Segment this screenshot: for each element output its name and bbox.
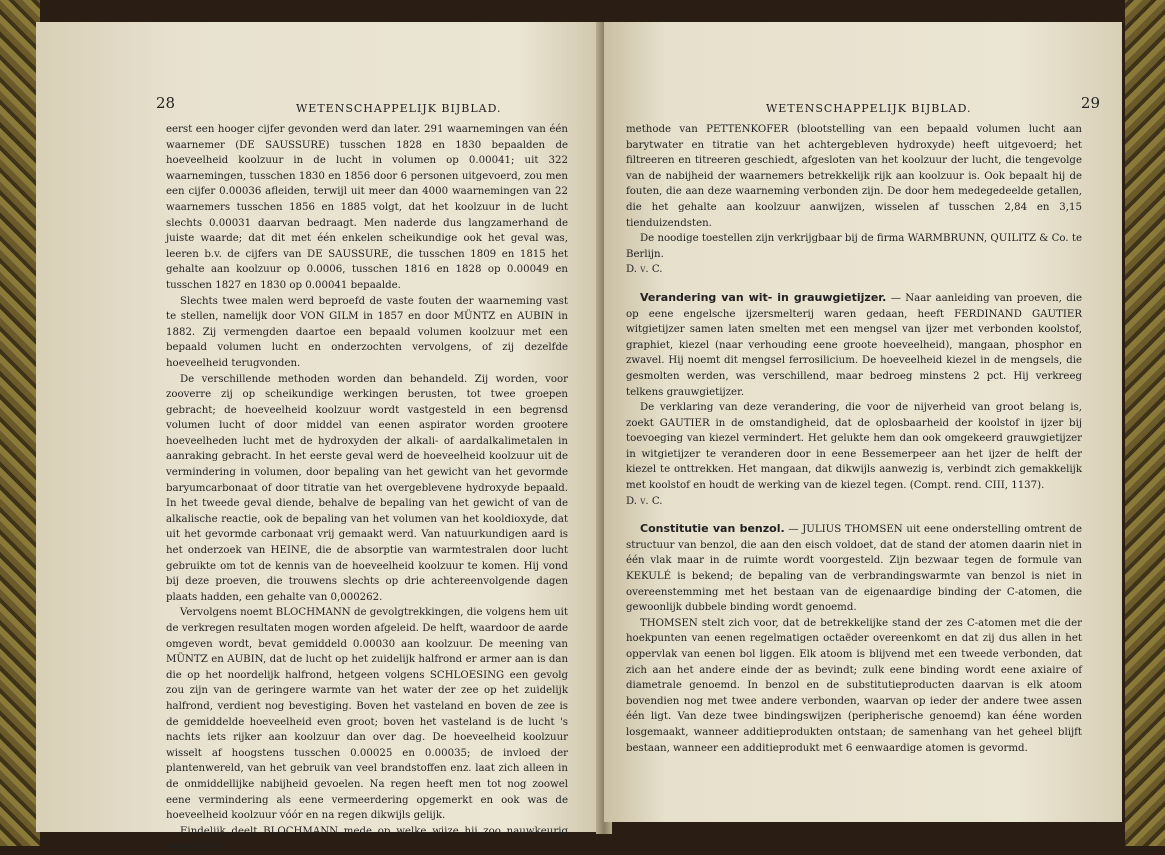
- paragraph: methode van PETTENKOFER (blootstelling van een bepaald volumen lucht aan barytwater en titratie van het achtergebleven hydroxyde) heeft uitgevoerd; het filtreeren en titreeren geschiedt, afgesloten van het koolzuur der lucht, die tengevolge van de nabijheid der waarnemers betrekkelijk rijk aan koolzuur is. Ook bepaalt hij de fouten, die aan deze waarneming verbonden zijn. De door hem medegedeelde getallen, die het gehalte aan koolzuur aanwijzen, wisselen af tusschen 2,84 en 3,15 tienduizendsten.: [626, 124, 1082, 229]
- paragraph: Slechts twee malen werd beproefd de vaste fouten der waarneming vast te stellen, namelijk door VON GILM in 1857 en door MÜNTZ en AUBIN in 1882. Zij vermengden daartoe een bepaald volumen koolzuur met een bepaald volumen lucht en onderzochten vervolgens, of zij dezelfde hoeveelheid terugvonden.: [166, 295, 568, 369]
- paragraph: De verschillende methoden worden dan behandeld. Zij worden, voor zooverre zij op scheikundige werkingen berusten, tot twee groepen gebracht; de hoeveelheid koolzuur wordt vastgesteld in een begrensd volumen lucht of door middel van eenen aspirator worden grootere hoeveelheden lucht met de hydroxyden der alkali- of aardalkalimetalen in aanraking gebracht. In het eerste geval werd de hoeveelheid koolzuur uit de vermindering in volumen, door bepaling van het gewicht van het gevormde baryumcarbonaat of door titratie van het overgeblevene hydroxyde bepaald. In het tweede geval diende, behalve de bepaling van het gewicht of van de alkalische reactie, ook de bepaling van het volumen van het kooldioxyde, dat uit het gevormde carbonaat vrij gemaakt werd. Van natuurkundigen aard is het onderzoek van HEINE, die de absorptie van warmtestralen door lucht gebruikte om tot de kennis van de hoeveelheid koolzuur te komen. Hij vond bij deze proeven, die trouwens slechts op drie achtereenvolgende dagen plaats hadden, een gehalte van 0,000262.: [166, 373, 568, 603]
- book-cover-left: [0, 0, 40, 846]
- left-page-header: [156, 94, 568, 122]
- section-title-benzol: Constitutie van benzol.: [640, 522, 785, 536]
- right-running-title: WETENSCHAPPELIJK BIJBLAD.: [766, 102, 972, 115]
- right-page-body: [626, 122, 1082, 756]
- right-page-number: 29: [1080, 94, 1100, 112]
- paragraph: De verklaring van deze verandering, die voor de nijverheid van groot belang is, zoekt GAUTIER in de omstandigheid, dat de oplosbaarheid der koolstof in ijzer bij toevoeging van kiezel vermindert. Het gelukte hem dan ook omgekeerd grauwgietijzer in witgietijzer te veranderen door in eene Bessemerpeer aan het ijzer de helft der kiezel te onttrekken. Het mangaan, dat dikwijls aanwezig is, verbindt zich gemakkelijk met koolstof en houdt de werking van de kiezel tegen. (Compt. rend. CIII, 1137).: [626, 402, 1082, 492]
- section-paragraph: [626, 521, 1082, 616]
- left-page-body: [166, 122, 568, 855]
- left-page: [36, 22, 604, 853]
- paragraph: THOMSEN stelt zich voor, dat de betrekkelijke stand der zes C-atomen met die der hoekpunten van eenen regelmatigen octaëder overeenkomt en dat zij dus allen in het oppervlak van eenen bol liggen. Elk atoom is blijvend met een tweede verbonden, dat zich aan het andere einde der as bevindt; zulk eene binding wordt eene axiaire of diametrale genoemd. In benzol en de substitutieproducten daarvan is elk atoom bovendien nog met twee andere verbonden, waarvan op ieder der andere twee assen één ligt. Van deze twee bindingswijzen (peripherische genoemd) kan ééne worden losgemaakt, wanneer additieprodukten ontstaan; de samenhang van het geheel blijft bestaan, wanneer een additieprodukt met 6 eenwaardige atomen is gevormd.: [626, 617, 1082, 754]
- paragraph: Vervolgens noemt BLOCHMANN de gevolgtrekkingen, die volgens hem uit de verkregen resultaten mogen worden afgeleid. De helft, waardoor de aarde omgeven wordt, bevat gemiddeld 0.00030 aan koolzuur. De meening van MÜNTZ en AUBIN, dat de lucht op het zuidelijk halfrond er armer aan is dan die op het noordelijk halfrond, hetgeen volgens SCHLOESING een gevolg zou zijn van de geringere warmte van het water der zee op het zuidelijk halfrond, verdient nog bevestiging. Boven het vasteland en boven de zee is de gemiddelde hoeveelheid even groot; boven het vasteland is de lucht 's nachts iets rijker aan koolzuur dan over dag. De hoeveelheid koolzuur wisselt af hoogstens tusschen 0.00025 en 0.00035; de invloed der plantenwereld, van het gebruik van veel brandstoffen enz. laat zich alleen in de onmiddellijke nabijheid gevoelen. Na regen heeft men tot nog zoowel eene vermindering als eene vermeerdering opgemerkt en ook was de hoeveelheid koolzuur vóór en na regen dikwijls gelijk.: [166, 607, 568, 822]
- book-cover-right: [1125, 0, 1165, 846]
- paragraph: eerst een hooger cijfer gevonden werd dan later. 291 waarnemingen van één waarnemer (DE SAUSSURE) tusschen 1828 en 1830 bepaalden de hoeveelheid koolzuur in de lucht in volumen op 0.00041; uit 322 waarnemingen, tusschen 1830 en 1856 door 6 personen uitgevoerd, zou men een cijfer 0.00036 afleiden, terwijl uit meer dan 4000 waarnemingen van 22 waarnemers tusschen 1856 en 1885 volgt, dat het koolzuur in de lucht slechts 0.00031 daarvan bedraagt. Men naderde dus langzamerhand de juiste waarde; dat dit met één enkelen scheikundige ook het geval was, leeren b.v. de cijfers van DE SAUSSURE, die tusschen 1809 en 1815 het gehalte aan koolzuur op 0.0006, tusschen 1816 en 1828 op 0.00049 en tusschen 1827 en 1830 op 0.00041 bepaalde.: [166, 124, 568, 291]
- right-page: [604, 22, 1122, 822]
- section-title-gietijzer: Verandering van wit- in grauwgietijzer.: [640, 290, 887, 304]
- section-lead-text: — JULIUS THOMSEN uit eene onderstelling omtrent de structuur van benzol, die aan den eisch voldoet, dat de stand der atomen daarin niet in één vlak maar in de ruimte wordt voorgesteld. Zijn bezwaar tegen de formule van KEKULÉ is bekend; de bepaling van de verbrandingswarmte van benzol is niet in overeenstemming met het bestaan van de eigenaardige binding der C-atomen, die gewoonlijk dubbele binding wordt genoemd.: [626, 524, 1082, 614]
- left-page-number: 28: [156, 94, 176, 112]
- signature: D. v. C.: [626, 264, 663, 276]
- section-paragraph: [626, 290, 1082, 400]
- paragraph: De noodige toestellen zijn verkrijgbaar bij de firma WARMBRUNN, QUILITZ & Co. te Berlijn.: [626, 233, 1082, 260]
- right-page-header: [626, 94, 1100, 122]
- signature: D. v. C.: [626, 495, 663, 507]
- paragraph: Eindelijk deelt BLOCHMANN mede op welke wijze hij zoo nauwkeurig mogelijk de: [166, 825, 568, 853]
- left-running-title: WETENSCHAPPELIJK BIJBLAD.: [296, 102, 502, 115]
- section-lead-text: — Naar aanleiding van proeven, die op eene engelsche ijzersmelterij waren gedaan, heeft FERDINAND GAUTIER witgietijzer samen laten smelten met een mengsel van ijzer met verbonden koolstof, graphiet, kiezel (naar verhouding eene groote hoeveelheid), mangaan, phosphor en zwavel. Hij noemt dit mengsel ferrosilicium. De hoeveelheid kiezel in de mengsels, die gesmolten werden, was verschillend, maar bedroeg minstens 2 pct. Hij verkreeg telkens grauwgietijzer.: [626, 292, 1083, 398]
